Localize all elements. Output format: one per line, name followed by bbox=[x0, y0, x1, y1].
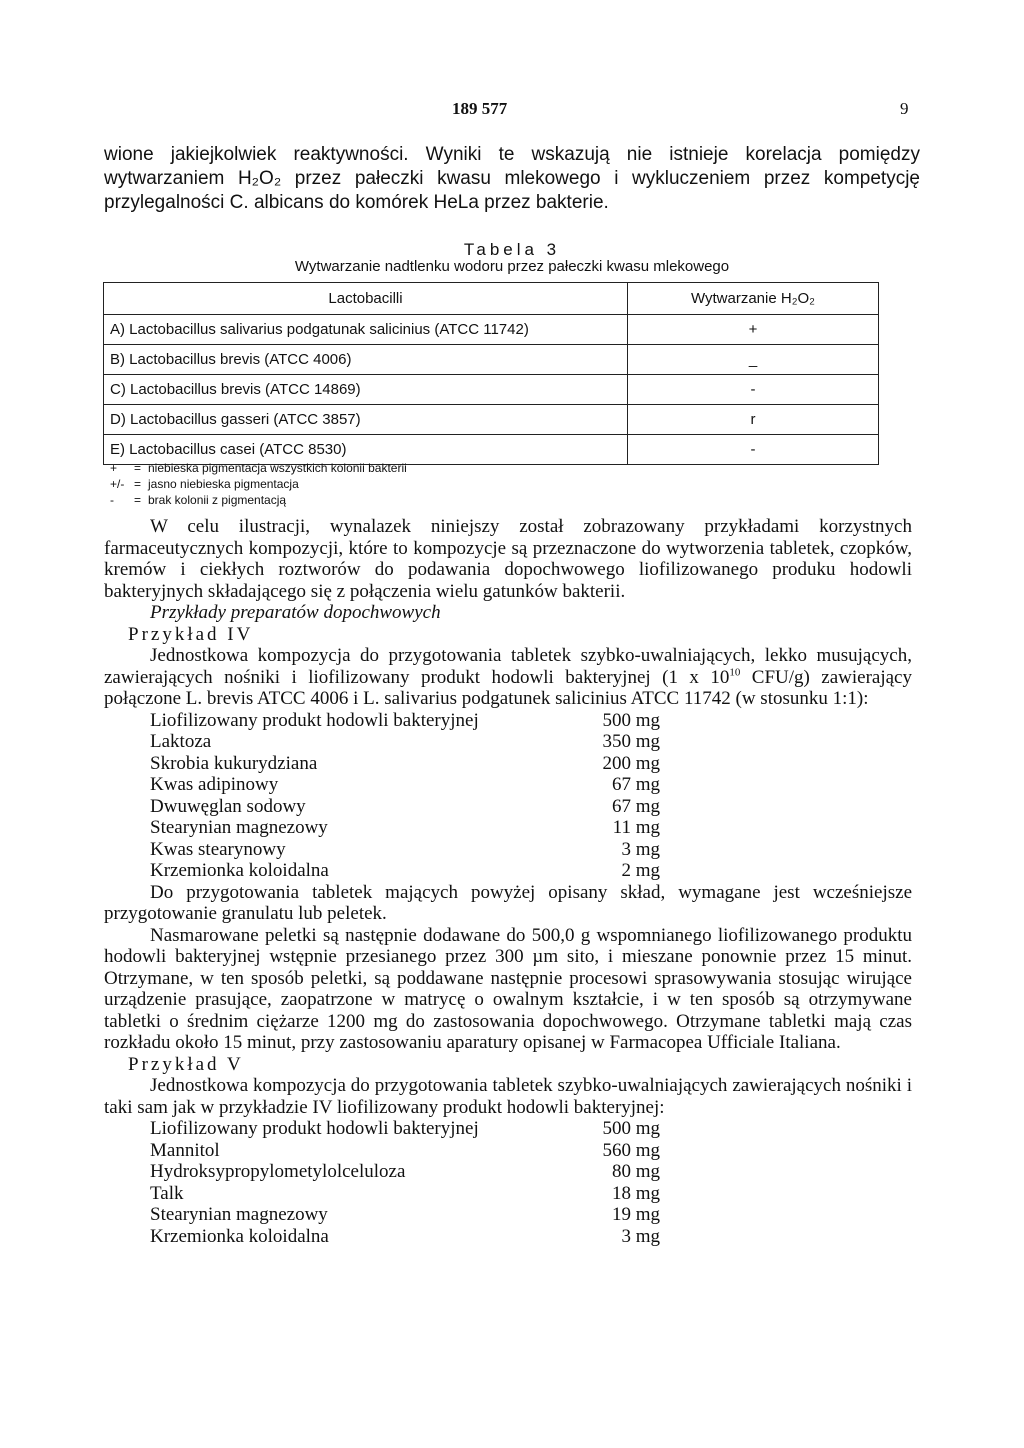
ingredient-name: Stearynian magnezowy bbox=[150, 1204, 328, 1225]
h2o2-value: + bbox=[628, 315, 879, 345]
intro-text: wione jakiejkolwiek reaktywności. Wyniki te wskazują nie istnieje korelacja pomiędzy wytwarzaniem H₂O₂ przez pałeczki kwasu mlekowego i wykluczeniem przez kompetycję przylegalności C. albicans do komórek HeLa przez bakterie. bbox=[104, 144, 920, 213]
ingredient-row bbox=[150, 731, 670, 753]
ingredient-row bbox=[150, 1183, 670, 1205]
table-row bbox=[104, 315, 879, 345]
page-number: 9 bbox=[900, 99, 909, 118]
table-header-row bbox=[104, 283, 879, 315]
document-number: 189 577 bbox=[452, 99, 508, 118]
ingredient-name: Talk bbox=[150, 1182, 184, 1204]
ingredient-row bbox=[150, 753, 670, 775]
table-row bbox=[104, 405, 879, 435]
ingredient-amount: 350 mg bbox=[602, 731, 660, 752]
example-v-intro: Jednostkowa kompozycja do przygotowania tabletek szybko-uwalniających zawierających nośniki i taki sam jak w przykładzie IV liofilizowany produkt hodowli bakteryjnej: bbox=[104, 1075, 912, 1118]
ingredient-name: Stearynian magnezowy bbox=[150, 817, 328, 838]
h2o2-value: _ bbox=[628, 345, 879, 375]
ingredient-row bbox=[150, 860, 670, 882]
legend-text: niebieska pigmentacja wszystkich kolonii bakterii bbox=[148, 461, 407, 475]
ingredient-row bbox=[150, 817, 670, 839]
legend-text: jasno niebieska pigmentacja bbox=[148, 477, 299, 491]
ingredient-row bbox=[150, 796, 670, 818]
ingredient-amount: 67 mg bbox=[611, 795, 660, 817]
ingredient-name: Krzemionka koloidalna bbox=[150, 1225, 329, 1247]
legend-item: - = brak kolonii z pigmentacją bbox=[110, 493, 287, 507]
ingredient-name: Hydroksypropylometylolceluloza bbox=[150, 1161, 406, 1182]
table-subtitle: Wytwarzanie nadtlenku wodoru przez pałeczki kwasu mlekowego bbox=[294, 258, 730, 275]
intro-paragraph bbox=[104, 143, 920, 215]
ingredient-row bbox=[150, 1118, 670, 1140]
legend-symbol: + bbox=[110, 461, 118, 475]
ingredient-row bbox=[150, 1140, 670, 1162]
table-row bbox=[104, 345, 879, 375]
ingredient-row bbox=[150, 1161, 670, 1183]
h2o2-value: r bbox=[628, 405, 879, 435]
example-iv-paragraph-1: Do przygotowania tabletek mających powyżej opisany skład, wymagane jest wcześniejsze przygotowanie granulatu lub peletek. bbox=[104, 881, 912, 924]
ingredient-amount: 560 mg bbox=[602, 1139, 660, 1161]
column-header-h2o2: Wytwarzanie H₂O₂ bbox=[628, 283, 879, 315]
ingredient-amount: 500 mg bbox=[602, 1118, 660, 1139]
ingredient-row bbox=[150, 1204, 670, 1226]
illustration-paragraph: W celu ilustracji, wynalazek niniejszy został zobrazowany przykładami korzystnych farmaceutycznych kompozycji, które to kompozycje są przeznaczone do wytworzenia tabletek, czopków, kremów i ciekłych roztworów do podawania dopochwowego liofilizowanego produku hodowli bakteryjnych składającego się z połączenia wielu gatunków bakterii. bbox=[104, 516, 912, 602]
h2o2-value: - bbox=[628, 435, 879, 465]
ingredient-amount: 80 mg bbox=[611, 1161, 660, 1182]
h2o2-value: - bbox=[628, 375, 879, 405]
strain-name: B) Lactobacillus brevis (ATCC 4006) bbox=[104, 345, 628, 375]
legend-item: +/- = jasno niebieska pigmentacja bbox=[110, 477, 299, 491]
example-iv-ingredients bbox=[104, 710, 912, 882]
ingredient-name: Skrobia kukurydziana bbox=[150, 752, 318, 774]
section-heading: Przykłady preparatów dopochwowych bbox=[150, 602, 441, 623]
legend-symbol: - bbox=[110, 493, 114, 507]
ingredient-row bbox=[150, 839, 670, 861]
ingredient-name: Liofilizowany produkt hodowli bakteryjnej bbox=[150, 709, 479, 731]
ingredient-amount: 18 mg bbox=[611, 1182, 660, 1204]
ingredient-name: Kwas stearynowy bbox=[150, 838, 286, 860]
legend-item: + = niebieska pigmentacja wszystkich kolonii bakterii bbox=[110, 461, 407, 475]
legend-symbol: +/- bbox=[110, 477, 125, 491]
ingredient-amount: 3 mg bbox=[621, 1225, 660, 1247]
legend-text: brak kolonii z pigmentacją bbox=[148, 493, 287, 507]
table-legend bbox=[110, 460, 407, 508]
column-header-lactobacilli: Lactobacilli bbox=[104, 283, 628, 315]
example-iv-paragraph-2: Nasmarowane peletki są następnie dodawane do 500,0 g wspomnianego liofilizowanego produktu hodowli bakteryjnej wstępnie przesianego przez 300 µm sito, i mieszane ponownie przez 15 minut. Otrzymane, w ten sposób peletki, są poddawane następnie procesowi sprasowywania stosując wirujące urządzenie prasujące, zaopatrzone w matrycę o owalnym kształcie, i w ten sposób są otrzymywane tabletki o średnim ciężarze 1200 mg do zastosowania dopochwowego. Otrzymane tabletki mają czas rozkładu około 15 minut, przy zastosowaniu aparatury opisanej w Farmacopea Ufficiale Italiana. bbox=[104, 924, 912, 1053]
ingredient-name: Laktoza bbox=[150, 731, 212, 752]
strain-name: D) Lactobacillus gasseri (ATCC 3857) bbox=[104, 405, 628, 435]
strain-name: A) Lactobacillus salivarius podgatunak salicinius (ATCC 11742) bbox=[104, 315, 628, 345]
ingredient-name: Mannitol bbox=[150, 1139, 220, 1161]
ingredient-name: Krzemionka koloidalna bbox=[150, 860, 329, 881]
ingredient-amount: 2 mg bbox=[621, 860, 660, 881]
example-v-heading: Przykład V bbox=[128, 1053, 244, 1075]
strain-name: C) Lactobacillus brevis (ATCC 14869) bbox=[104, 375, 628, 405]
ingredient-name: Kwas adipinowy bbox=[150, 774, 279, 795]
example-iv-heading: Przykład IV bbox=[128, 623, 254, 645]
example-iv-intro: Jednostkowa kompozycja do przygotowania tabletek szybko-uwalniających, lekko musujących, zawierających nośniki i liofilizowany produkt hodowli bakteryjnej (1 x $10^{10}$ CFU/g) zawierający połączone L. brevis ATCC 4006 i L. salivarius podgatunek salicinius ATCC 11742 (w stosunku 1:1): bbox=[104, 645, 912, 709]
ingredient-amount: 3 mg bbox=[621, 838, 660, 860]
ingredient-row bbox=[150, 710, 670, 732]
ingredient-amount: 19 mg bbox=[611, 1204, 660, 1225]
ingredient-name: Liofilizowany produkt hodowli bakteryjnej bbox=[150, 1118, 479, 1139]
ingredient-row bbox=[150, 1226, 670, 1248]
table-row bbox=[104, 375, 879, 405]
ingredient-row bbox=[150, 774, 670, 796]
strain-name: E) Lactobacillus casei (ATCC 8530) bbox=[104, 435, 628, 465]
ingredient-amount: 11 mg bbox=[612, 817, 660, 838]
body-text bbox=[104, 516, 912, 1247]
ingredient-name: Dwuwęglan sodowy bbox=[150, 795, 306, 817]
h2o2-table bbox=[103, 282, 879, 465]
ingredient-amount: 67 mg bbox=[611, 774, 660, 795]
example-v-ingredients bbox=[104, 1118, 912, 1247]
table-title: Tabela 3 bbox=[463, 240, 561, 259]
ingredient-amount: 200 mg bbox=[602, 752, 660, 774]
ingredient-amount: 500 mg bbox=[602, 709, 660, 731]
